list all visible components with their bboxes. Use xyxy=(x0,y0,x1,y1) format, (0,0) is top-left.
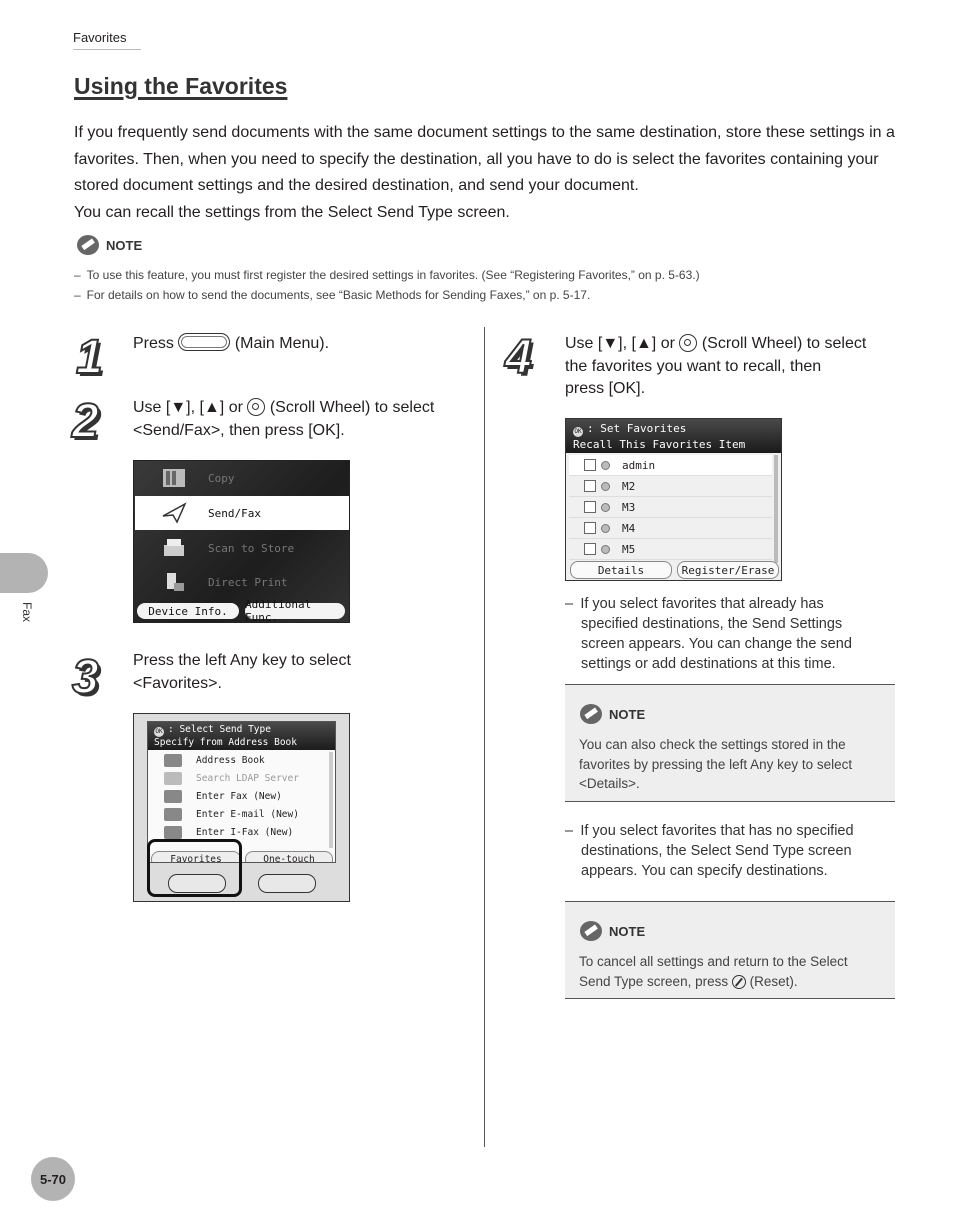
scroll-wheel-icon xyxy=(247,398,265,416)
screen-header-line1: : Set Favorites xyxy=(587,422,687,435)
pencil-note-icon xyxy=(579,703,603,725)
favorites-item[interactable] xyxy=(569,518,772,539)
step-3-line1: Press the left Any key to select xyxy=(133,652,351,669)
note-text: You can also check the settings stored in the favorites by pressing the left Any key to select <Details>. xyxy=(579,737,853,791)
note-text xyxy=(579,952,881,991)
step-3-line2: <Favorites>. xyxy=(133,674,222,692)
favorites-item-label: M4 xyxy=(622,521,636,535)
step-1-post: (Main Menu). xyxy=(234,335,330,352)
step-number: 2 xyxy=(72,395,99,448)
note-label: NOTE xyxy=(106,237,143,253)
reset-icon xyxy=(732,975,746,989)
intro-text xyxy=(74,120,904,226)
radio-icon xyxy=(601,545,610,554)
ifax-icon xyxy=(164,826,182,839)
step-number: 4 xyxy=(505,331,532,384)
note-list xyxy=(74,265,914,305)
step-4-text xyxy=(565,333,905,401)
bullet-note xyxy=(565,594,880,674)
one-touch-button[interactable]: One-touch xyxy=(245,851,333,863)
step-4-line2: the favorites you want to recall, then xyxy=(565,357,822,375)
screen-header-line2: Specify from Address Book xyxy=(154,737,297,748)
chapter-tab xyxy=(0,553,48,593)
step-1-text xyxy=(133,333,329,356)
list-item[interactable] xyxy=(151,770,327,787)
direct-print-icon xyxy=(161,571,187,593)
screen-header-line1: : Select Send Type xyxy=(168,724,271,735)
note-box xyxy=(565,684,895,802)
favorites-item[interactable] xyxy=(569,455,772,476)
note-item: – To use this feature, you must first register the desired settings in favorites. (See “Registering Favorites,” on p. 5-63.) xyxy=(74,268,700,282)
ok-icon: OK xyxy=(155,728,163,735)
menu-item-label: Scan to Store xyxy=(208,541,295,555)
device-info-button[interactable]: Device Info. xyxy=(137,603,239,619)
bullet-note xyxy=(565,821,880,881)
list-item[interactable] xyxy=(151,806,327,823)
page-title: Using the Favorites xyxy=(74,73,288,99)
menu-item-label: Direct Print xyxy=(208,575,288,589)
header-rule xyxy=(73,49,141,50)
note-text-pre: To cancel all settings and return to the Select Send Type screen, press xyxy=(579,954,848,989)
step-4-line1b: (Scroll Wheel) to select xyxy=(701,335,867,352)
list-item[interactable] xyxy=(151,788,327,805)
pencil-note-icon xyxy=(579,920,603,942)
screen-header-line2: Recall This Favorites Item xyxy=(573,438,746,451)
note-label: NOTE xyxy=(609,923,646,939)
menu-item-label: Send/Fax xyxy=(208,506,261,520)
bullet-text: – If you select favorites that has no specified destinations, the Select Send Type screen appears. You can specify destinations. xyxy=(565,823,854,879)
ldap-server-icon xyxy=(164,772,182,785)
note-heading xyxy=(579,703,881,725)
set-favorites-screen xyxy=(565,418,782,581)
intro-paragraph-2: You can recall the settings from the Select Send Type screen. xyxy=(74,203,510,221)
step-2-line2: <Send/Fax>, then press [OK]. xyxy=(133,421,345,439)
step-number: 1 xyxy=(76,331,103,384)
fax-icon xyxy=(164,790,182,803)
step-2-line1a: Use [▼], [▲] or xyxy=(133,399,243,416)
edit-icon xyxy=(584,543,596,555)
additional-func-button[interactable]: Additional Func. xyxy=(245,603,345,619)
intro-paragraph: If you frequently send documents with the same document settings to the same destination, store these settings in a favorites. Then, when you need to specify the destination, all you have to do is select the favorites containing your stored document settings and the desired destination, and send your document. xyxy=(74,124,895,194)
send-fax-icon xyxy=(161,502,187,524)
edit-icon xyxy=(584,501,596,513)
register-erase-button[interactable]: Register/Erase xyxy=(677,561,779,579)
list-item-label: Search LDAP Server xyxy=(196,773,299,784)
favorites-button[interactable]: Favorites xyxy=(151,851,241,863)
copy-icon xyxy=(161,467,187,489)
note-box xyxy=(565,901,895,999)
radio-icon xyxy=(601,524,610,533)
favorites-item-label: M3 xyxy=(622,500,636,514)
edit-icon xyxy=(584,480,596,492)
select-send-type-screen xyxy=(133,713,350,902)
scrollbar[interactable] xyxy=(774,455,778,563)
menu-item-direct-print[interactable] xyxy=(135,565,349,599)
step-2-text xyxy=(133,397,478,442)
chapter-tab-label: Fax xyxy=(20,602,34,623)
list-item-label: Address Book xyxy=(196,755,265,766)
step-3-text xyxy=(133,650,478,695)
edit-icon xyxy=(584,459,596,471)
bullet-text: – If you select favorites that already has specified destinations, the Send Settings screen appears. You can change the send settings or add destinations at this time. xyxy=(565,596,852,672)
favorites-item[interactable] xyxy=(569,539,772,560)
note-heading xyxy=(76,234,142,256)
highlight-frame xyxy=(147,839,242,897)
favorites-item-label: M2 xyxy=(622,479,636,493)
favorites-item-label: admin xyxy=(622,458,656,472)
edit-icon xyxy=(584,522,596,534)
scrollbar[interactable] xyxy=(329,752,333,848)
step-2-line1b: (Scroll Wheel) to select xyxy=(269,399,435,416)
list-item-label: Enter Fax (New) xyxy=(196,791,282,802)
menu-item-label: Copy xyxy=(208,471,235,485)
scan-to-store-icon xyxy=(161,537,187,559)
page-number: 5-70 xyxy=(31,1157,75,1201)
screen-header xyxy=(148,722,335,750)
radio-icon xyxy=(601,461,610,470)
ok-icon: OK xyxy=(574,428,582,435)
running-header: Favorites xyxy=(73,30,127,45)
list-item-label: Enter E-mail (New) xyxy=(196,809,299,820)
menu-item-scan-to-store[interactable] xyxy=(135,531,349,565)
step-1-pre: Press xyxy=(133,335,174,352)
screen-header xyxy=(566,419,781,453)
note-text-post: (Reset). xyxy=(749,973,798,989)
right-any-key[interactable] xyxy=(258,874,316,893)
email-icon xyxy=(164,808,182,821)
note-heading xyxy=(579,920,881,942)
step-4-line1a: Use [▼], [▲] or xyxy=(565,335,675,352)
pencil-note-icon xyxy=(76,234,100,256)
address-book-icon xyxy=(164,754,182,767)
radio-icon xyxy=(601,503,610,512)
details-button[interactable]: Details xyxy=(570,561,672,579)
step-4-line3: press [OK]. xyxy=(565,380,646,397)
scroll-wheel-icon xyxy=(679,334,697,352)
favorites-item[interactable] xyxy=(569,476,772,497)
menu-item-send-fax[interactable] xyxy=(135,496,349,530)
menu-item-copy[interactable] xyxy=(135,461,349,495)
radio-icon xyxy=(601,482,610,491)
column-divider xyxy=(484,327,485,1147)
note-label: NOTE xyxy=(609,706,646,722)
list-item-label: Enter I-Fax (New) xyxy=(196,827,294,838)
note-item: – For details on how to send the documents, see “Basic Methods for Sending Faxes,” on p. 5-17. xyxy=(74,288,591,302)
main-menu-screen xyxy=(133,460,350,623)
favorites-item-label: M5 xyxy=(622,542,636,556)
list-item[interactable] xyxy=(151,752,327,769)
step-number: 3 xyxy=(72,651,99,704)
favorites-item[interactable] xyxy=(569,497,772,518)
main-menu-key-icon xyxy=(178,333,230,351)
